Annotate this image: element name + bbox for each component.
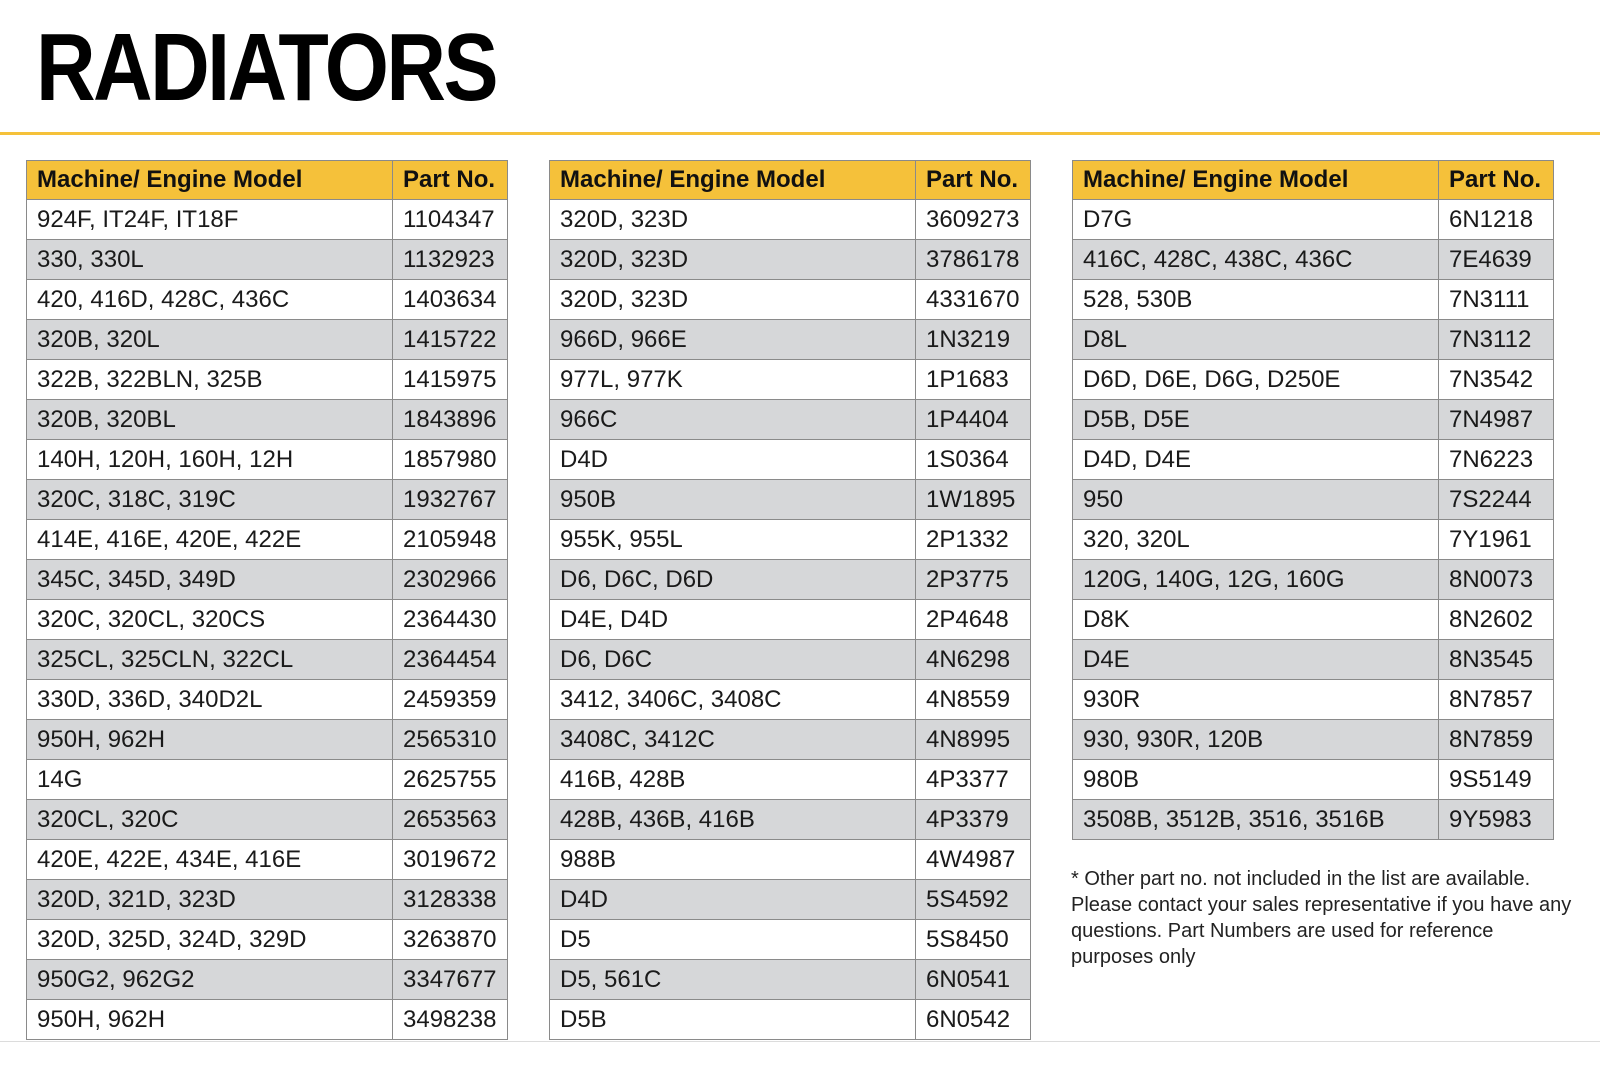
- part-number-cell: 3263870: [393, 920, 508, 960]
- model-cell: 330D, 336D, 340D2L: [27, 680, 393, 720]
- column-header-model: Machine/ Engine Model: [27, 161, 393, 200]
- part-number-cell: 7N3542: [1439, 360, 1554, 400]
- part-number-cell: 7E4639: [1439, 240, 1554, 280]
- model-cell: 320D, 321D, 323D: [27, 880, 393, 920]
- model-cell: 320B, 320BL: [27, 400, 393, 440]
- table-row: [1073, 640, 1554, 680]
- model-cell: 3408C, 3412C: [550, 720, 916, 760]
- table-row: [550, 640, 1031, 680]
- column-header-part: Part No.: [916, 161, 1031, 200]
- part-number-cell: 9Y5983: [1439, 800, 1554, 840]
- part-number-cell: 4N8995: [916, 720, 1031, 760]
- model-cell: 528, 530B: [1073, 280, 1439, 320]
- model-cell: 120G, 140G, 12G, 160G: [1073, 560, 1439, 600]
- column-header-model: Machine/ Engine Model: [1073, 161, 1439, 200]
- part-number-cell: 9S5149: [1439, 760, 1554, 800]
- table-row: [550, 680, 1031, 720]
- part-number-cell: 1132923: [393, 240, 508, 280]
- part-number-cell: 3019672: [393, 840, 508, 880]
- part-number-cell: 3347677: [393, 960, 508, 1000]
- model-cell: 420, 416D, 428C, 436C: [27, 280, 393, 320]
- part-number-cell: 7N6223: [1439, 440, 1554, 480]
- table-row: [550, 200, 1031, 240]
- title-divider: [0, 132, 1600, 135]
- column-header-part: Part No.: [393, 161, 508, 200]
- model-cell: 3508B, 3512B, 3516, 3516B: [1073, 800, 1439, 840]
- part-number-cell: 1932767: [393, 480, 508, 520]
- part-number-cell: 7Y1961: [1439, 520, 1554, 560]
- part-number-cell: 8N7857: [1439, 680, 1554, 720]
- table-row: [27, 240, 508, 280]
- part-number-cell: 5S4592: [916, 880, 1031, 920]
- model-cell: 930R: [1073, 680, 1439, 720]
- part-number-cell: 2364454: [393, 640, 508, 680]
- model-cell: 420E, 422E, 434E, 416E: [27, 840, 393, 880]
- model-cell: D6, D6C: [550, 640, 916, 680]
- table-row: [550, 480, 1031, 520]
- table-row: [1073, 280, 1554, 320]
- table-row: [27, 200, 508, 240]
- part-number-cell: 4N6298: [916, 640, 1031, 680]
- table-row: [27, 400, 508, 440]
- model-cell: D5, 561C: [550, 960, 916, 1000]
- part-number-cell: 8N3545: [1439, 640, 1554, 680]
- model-cell: D5: [550, 920, 916, 960]
- part-number-cell: 2653563: [393, 800, 508, 840]
- model-cell: D4D: [550, 440, 916, 480]
- part-number-cell: 4P3377: [916, 760, 1031, 800]
- table-row: [1073, 360, 1554, 400]
- table-row: [27, 720, 508, 760]
- part-number-cell: 1W1895: [916, 480, 1031, 520]
- model-cell: 320D, 323D: [550, 240, 916, 280]
- model-cell: D4E: [1073, 640, 1439, 680]
- part-number-cell: 7N3111: [1439, 280, 1554, 320]
- part-number-cell: 1P4404: [916, 400, 1031, 440]
- model-cell: D8K: [1073, 600, 1439, 640]
- table-row: [27, 360, 508, 400]
- model-cell: 924F, IT24F, IT18F: [27, 200, 393, 240]
- table-row: [27, 320, 508, 360]
- table-row: [1073, 560, 1554, 600]
- part-number-cell: 1104347: [393, 200, 508, 240]
- table-row: [1073, 720, 1554, 760]
- model-cell: 428B, 436B, 416B: [550, 800, 916, 840]
- part-number-cell: 1S0364: [916, 440, 1031, 480]
- model-cell: D4E, D4D: [550, 600, 916, 640]
- table-row: [1073, 240, 1554, 280]
- table-row: [27, 640, 508, 680]
- model-cell: 320D, 323D: [550, 280, 916, 320]
- table-row: [1073, 760, 1554, 800]
- table-row: [1073, 800, 1554, 840]
- table-header-row: [1073, 161, 1554, 200]
- table-row: [550, 600, 1031, 640]
- model-cell: 14G: [27, 760, 393, 800]
- model-cell: D5B, D5E: [1073, 400, 1439, 440]
- table-row: [550, 400, 1031, 440]
- model-cell: 980B: [1073, 760, 1439, 800]
- model-cell: 320CL, 320C: [27, 800, 393, 840]
- table-row: [27, 480, 508, 520]
- model-cell: 320D, 325D, 324D, 329D: [27, 920, 393, 960]
- model-cell: 320C, 320CL, 320CS: [27, 600, 393, 640]
- part-number-cell: 3786178: [916, 240, 1031, 280]
- part-number-cell: 8N2602: [1439, 600, 1554, 640]
- column-header-part: Part No.: [1439, 161, 1554, 200]
- part-number-cell: 7N3112: [1439, 320, 1554, 360]
- part-number-cell: 4P3379: [916, 800, 1031, 840]
- table-header-row: [27, 161, 508, 200]
- part-number-cell: 7N4987: [1439, 400, 1554, 440]
- model-cell: 416B, 428B: [550, 760, 916, 800]
- part-number-cell: 2105948: [393, 520, 508, 560]
- model-cell: 322B, 322BLN, 325B: [27, 360, 393, 400]
- part-number-cell: 4N8559: [916, 680, 1031, 720]
- model-cell: 320, 320L: [1073, 520, 1439, 560]
- table-row: [1073, 600, 1554, 640]
- table-row: [550, 800, 1031, 840]
- table-row: [27, 440, 508, 480]
- model-cell: 966D, 966E: [550, 320, 916, 360]
- part-number-cell: 1843896: [393, 400, 508, 440]
- table-row: [27, 560, 508, 600]
- part-number-cell: 1N3219: [916, 320, 1031, 360]
- model-cell: D4D, D4E: [1073, 440, 1439, 480]
- part-number-cell: 2P3775: [916, 560, 1031, 600]
- table-row: [27, 680, 508, 720]
- table-row: [27, 840, 508, 880]
- parts-table-2: [549, 160, 1031, 1040]
- model-cell: 414E, 416E, 420E, 422E: [27, 520, 393, 560]
- part-number-cell: 1403634: [393, 280, 508, 320]
- table-row: [550, 880, 1031, 920]
- part-number-cell: 2P4648: [916, 600, 1031, 640]
- table-row: [27, 520, 508, 560]
- table-row: [550, 280, 1031, 320]
- model-cell: 320C, 318C, 319C: [27, 480, 393, 520]
- model-cell: 416C, 428C, 438C, 436C: [1073, 240, 1439, 280]
- table-row: [27, 800, 508, 840]
- bottom-divider: [0, 1041, 1600, 1042]
- table-row: [1073, 400, 1554, 440]
- model-cell: D7G: [1073, 200, 1439, 240]
- table-row: [550, 920, 1031, 960]
- table-header-row: [550, 161, 1031, 200]
- part-number-cell: 2459359: [393, 680, 508, 720]
- part-number-cell: 1415722: [393, 320, 508, 360]
- part-number-cell: 4331670: [916, 280, 1031, 320]
- model-cell: 320D, 323D: [550, 200, 916, 240]
- model-cell: 950: [1073, 480, 1439, 520]
- page-title: RADIATORS: [36, 14, 496, 121]
- table-row: [550, 1000, 1031, 1040]
- model-cell: 140H, 120H, 160H, 12H: [27, 440, 393, 480]
- part-number-cell: 5S8450: [916, 920, 1031, 960]
- model-cell: 325CL, 325CLN, 322CL: [27, 640, 393, 680]
- table-row: [1073, 520, 1554, 560]
- model-cell: 345C, 345D, 349D: [27, 560, 393, 600]
- model-cell: 955K, 955L: [550, 520, 916, 560]
- table-row: [550, 960, 1031, 1000]
- model-cell: 977L, 977K: [550, 360, 916, 400]
- model-cell: 966C: [550, 400, 916, 440]
- table-row: [550, 360, 1031, 400]
- model-cell: 950H, 962H: [27, 1000, 393, 1040]
- part-number-cell: 2P1332: [916, 520, 1031, 560]
- table-row: [1073, 680, 1554, 720]
- table-row: [27, 1000, 508, 1040]
- part-number-cell: 1P1683: [916, 360, 1031, 400]
- part-number-cell: 6N1218: [1439, 200, 1554, 240]
- table-row: [27, 760, 508, 800]
- model-cell: D8L: [1073, 320, 1439, 360]
- table-row: [1073, 480, 1554, 520]
- table-row: [27, 280, 508, 320]
- table-row: [550, 320, 1031, 360]
- table-row: [550, 440, 1031, 480]
- part-number-cell: 3498238: [393, 1000, 508, 1040]
- table-row: [550, 560, 1031, 600]
- footnote: * Other part no. not included in the list are available. Please contact your sales representative if you have any questions. Part Numbers are used for reference purposes only: [1071, 868, 1572, 968]
- table-row: [550, 720, 1031, 760]
- model-cell: 320B, 320L: [27, 320, 393, 360]
- model-cell: 988B: [550, 840, 916, 880]
- table-row: [550, 240, 1031, 280]
- table-row: [27, 600, 508, 640]
- parts-table-1: [26, 160, 508, 1040]
- model-cell: D6, D6C, D6D: [550, 560, 916, 600]
- table-row: [27, 880, 508, 920]
- column-header-model: Machine/ Engine Model: [550, 161, 916, 200]
- model-cell: D4D: [550, 880, 916, 920]
- part-number-cell: 8N0073: [1439, 560, 1554, 600]
- part-number-cell: 3609273: [916, 200, 1031, 240]
- part-number-cell: 7S2244: [1439, 480, 1554, 520]
- table-row: [27, 960, 508, 1000]
- model-cell: 3412, 3406C, 3408C: [550, 680, 916, 720]
- part-number-cell: 2302966: [393, 560, 508, 600]
- table-row: [1073, 200, 1554, 240]
- part-number-cell: 2364430: [393, 600, 508, 640]
- parts-table-3: [1072, 160, 1554, 840]
- table-row: [1073, 320, 1554, 360]
- table-row: [27, 920, 508, 960]
- model-cell: 950B: [550, 480, 916, 520]
- part-number-cell: 1857980: [393, 440, 508, 480]
- part-number-cell: 6N0542: [916, 1000, 1031, 1040]
- part-number-cell: 6N0541: [916, 960, 1031, 1000]
- table-row: [1073, 440, 1554, 480]
- model-cell: D6D, D6E, D6G, D250E: [1073, 360, 1439, 400]
- model-cell: 930, 930R, 120B: [1073, 720, 1439, 760]
- table-row: [550, 760, 1031, 800]
- part-number-cell: 1415975: [393, 360, 508, 400]
- part-number-cell: 3128338: [393, 880, 508, 920]
- model-cell: D5B: [550, 1000, 916, 1040]
- part-number-cell: 2625755: [393, 760, 508, 800]
- model-cell: 330, 330L: [27, 240, 393, 280]
- part-number-cell: 4W4987: [916, 840, 1031, 880]
- part-number-cell: 2565310: [393, 720, 508, 760]
- table-row: [550, 840, 1031, 880]
- table-row: [550, 520, 1031, 560]
- model-cell: 950G2, 962G2: [27, 960, 393, 1000]
- part-number-cell: 8N7859: [1439, 720, 1554, 760]
- model-cell: 950H, 962H: [27, 720, 393, 760]
